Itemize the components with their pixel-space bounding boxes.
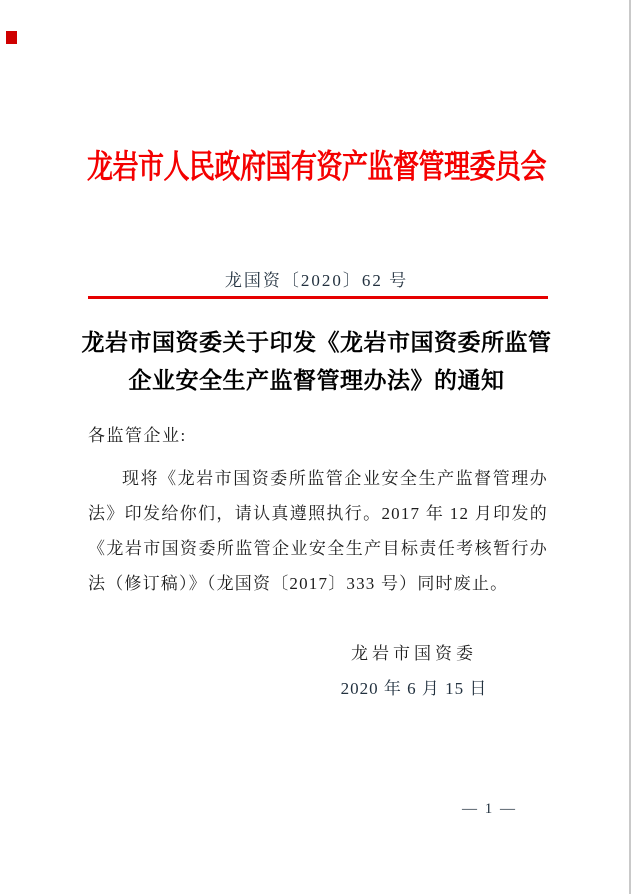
signature-block bbox=[338, 636, 490, 706]
document-number: 龙国资〔2020〕62 号 bbox=[224, 271, 409, 290]
red-separator-line bbox=[88, 296, 548, 299]
red-corner-mark bbox=[6, 31, 17, 44]
document-title bbox=[0, 324, 633, 400]
agency-header-title: 龙岩市人民政府国有资产监督管理委员会 bbox=[86, 148, 546, 186]
document-title-line-1: 龙岩市国资委关于印发《龙岩市国资委所监管 bbox=[81, 330, 552, 355]
signature-organization: 龙岩市国资委 bbox=[351, 644, 477, 663]
document-title-line-2: 企业安全生产监督管理办法》的通知 bbox=[128, 368, 505, 393]
scan-edge-line bbox=[629, 0, 631, 894]
page-number: — 1 — bbox=[462, 801, 517, 817]
salutation: 各监管企业: bbox=[88, 426, 187, 445]
document-body bbox=[88, 418, 548, 601]
body-paragraph: 现将《龙岩市国资委所监管企业安全生产监督管理办法》印发给你们，请认真遵照执行。2017 年 12 月印发的《龙岩市国资委所监管企业安全生产目标责任考核暂行办法（修订稿）》（龙国资〔2017〕333 号）同时废止。 bbox=[88, 469, 548, 593]
signature-date: 2020 年 6 月 15 日 bbox=[340, 679, 488, 698]
